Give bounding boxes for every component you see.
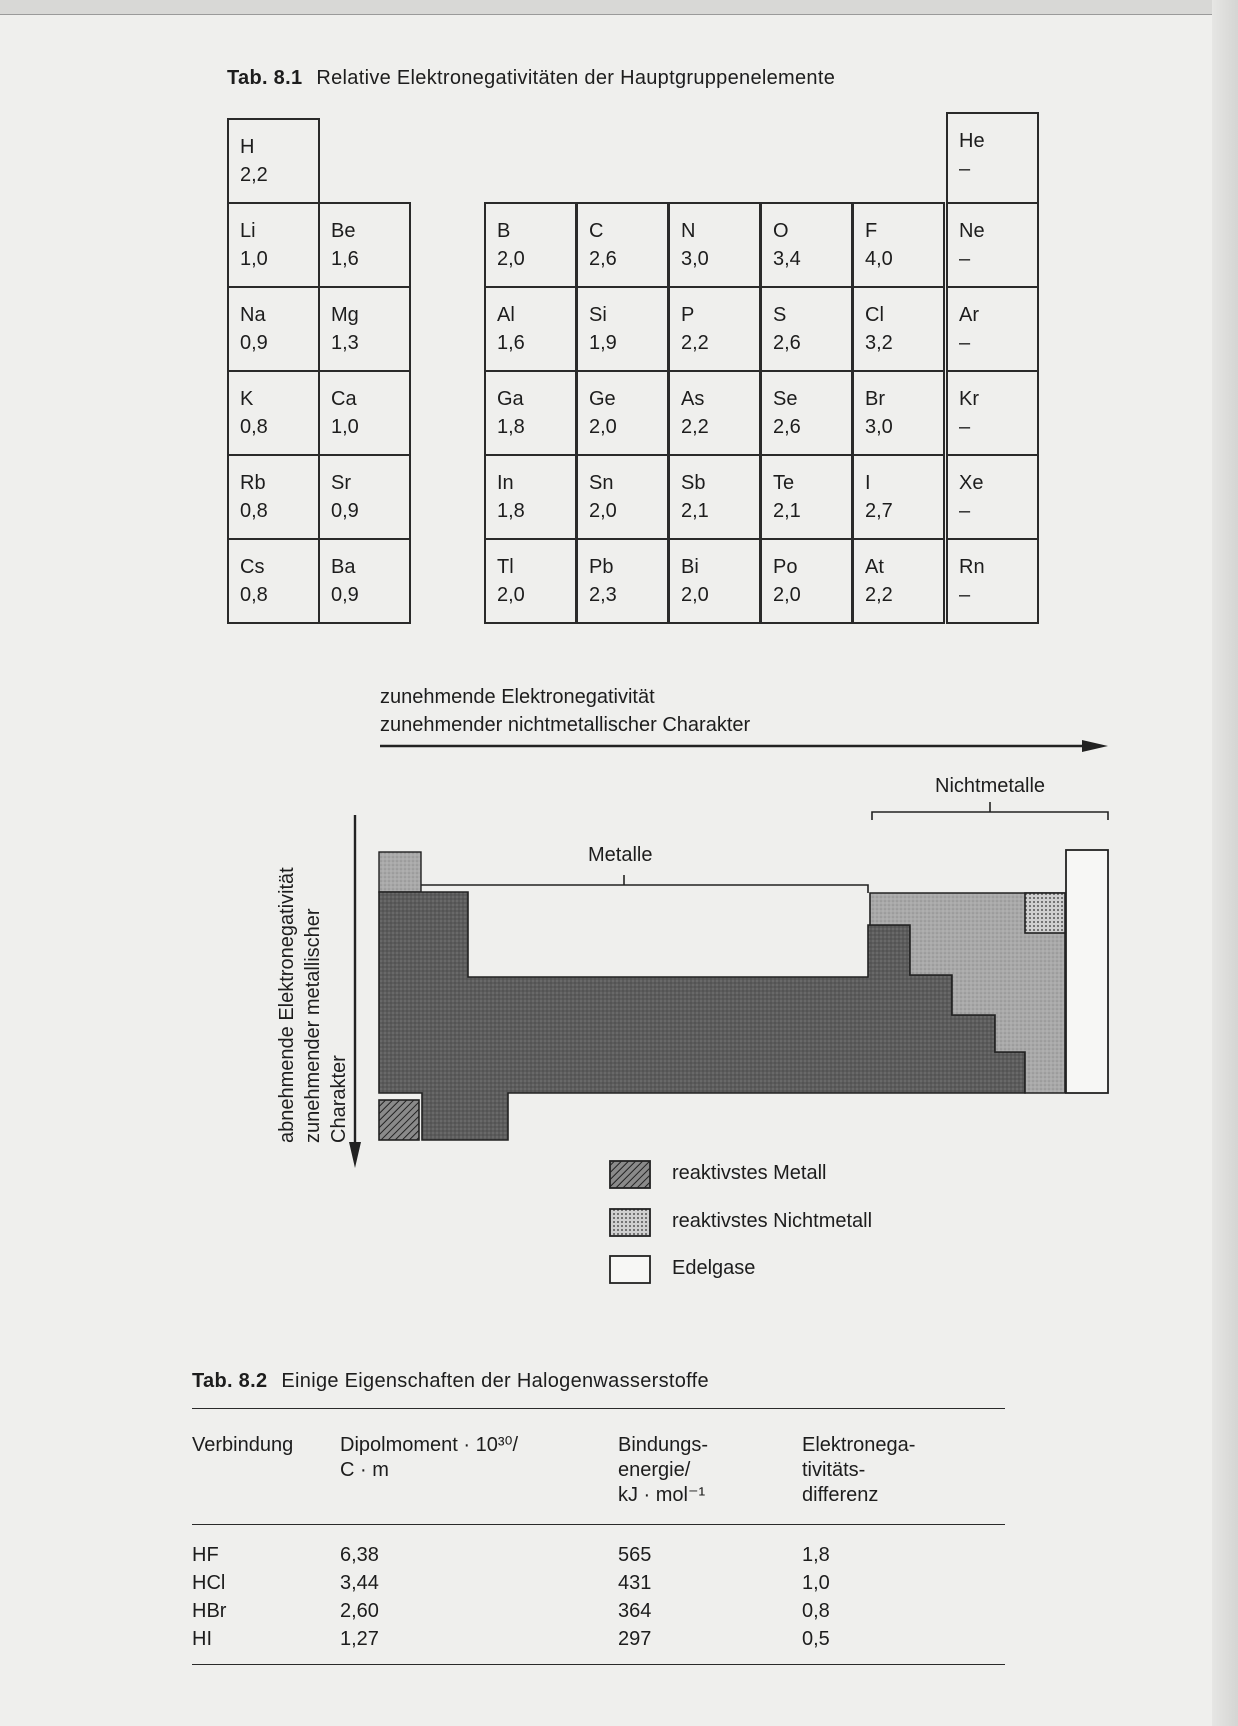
electronegativity-value: 2,0: [589, 416, 617, 438]
header-line: Dipolmoment · 10³⁰/: [340, 1434, 519, 1456]
element-symbol: Br: [865, 388, 885, 410]
electronegativity-value: 2,0: [773, 584, 801, 606]
header-elektronegativitaetsdifferenz: [802, 1433, 915, 1508]
element-symbol: F: [865, 220, 878, 242]
element-symbol: Kr: [959, 388, 979, 410]
element-symbol: Be: [331, 220, 356, 242]
table-cell: HI: [192, 1628, 212, 1650]
header-line: Bindungs-: [618, 1434, 709, 1456]
element-symbol: Rb: [240, 472, 266, 494]
electronegativity-value: –: [959, 584, 971, 606]
legend-reactive-metal: reaktivstes Metall: [672, 1162, 827, 1184]
electronegativity-value: 1,0: [240, 248, 268, 270]
element-symbol: Bi: [681, 556, 699, 578]
element-symbol: Si: [589, 304, 607, 326]
electronegativity-value: 3,2: [865, 332, 893, 354]
noble-gas-column: [1066, 850, 1108, 1093]
electronegativity-value: 1,8: [497, 416, 525, 438]
element-symbol: Cs: [240, 556, 265, 578]
electronegativity-value: 2,2: [681, 416, 709, 438]
electronegativity-value: 2,1: [773, 500, 801, 522]
header-line: C · m: [340, 1459, 389, 1481]
electronegativity-value: 1,6: [497, 332, 525, 354]
tab82-label: Tab. 8.2: [192, 1370, 268, 1392]
table-cell: 6,38: [340, 1544, 379, 1566]
element-symbol: Po: [773, 556, 798, 578]
element-symbol: Na: [240, 304, 266, 326]
element-symbol: Ar: [959, 304, 979, 326]
element-symbol: O: [773, 220, 789, 242]
header-dipolmoment: [340, 1433, 518, 1483]
electronegativity-value: –: [959, 248, 971, 270]
table-cell: 3,44: [340, 1572, 379, 1594]
electronegativity-value: 2,2: [681, 332, 709, 354]
element-symbol: Se: [773, 388, 798, 410]
table-cell: 297: [618, 1628, 652, 1650]
element-symbol: K: [240, 388, 254, 410]
electronegativity-value: 2,1: [681, 500, 709, 522]
header-bindungsenergie: [618, 1433, 708, 1508]
electronegativity-value: 2,0: [497, 248, 525, 270]
element-symbol: Li: [240, 220, 256, 242]
electronegativity-value: 0,8: [240, 584, 268, 606]
table-cell: 0,5: [802, 1628, 830, 1650]
legend-swatch-reactive-metal: [610, 1161, 650, 1188]
tab81-title: Relative Elektronegativitäten der Hauptgruppenelemente: [316, 67, 836, 89]
vertical-arrow-label-1: abnehmende Elektronegativität: [276, 867, 298, 1143]
electronegativity-value: 1,8: [497, 500, 525, 522]
electronegativity-value: –: [959, 416, 971, 438]
element-symbol: He: [959, 130, 985, 152]
element-symbol: Ne: [959, 220, 985, 242]
reactive-nonmetal-block: [1025, 893, 1065, 933]
electronegativity-value: 3,0: [681, 248, 709, 270]
element-symbol: C: [589, 220, 604, 242]
table-cell: HBr: [192, 1600, 227, 1622]
element-symbol: Rn: [959, 556, 985, 578]
electronegativity-value: 0,8: [240, 416, 268, 438]
table-cell: 0,8: [802, 1600, 830, 1622]
element-symbol: Cl: [865, 304, 884, 326]
electronegativity-value: 1,3: [331, 332, 359, 354]
table-cell: 1,0: [802, 1572, 830, 1594]
element-symbol: B: [497, 220, 511, 242]
table-cell: 364: [618, 1600, 652, 1622]
vertical-arrow-label-2: zunehmender metallischer: [302, 908, 324, 1143]
header-verbindung: [192, 1433, 293, 1458]
legend-swatch-noble-gas: [610, 1256, 650, 1283]
element-symbol: Ga: [497, 388, 524, 410]
reactive-metal-block: [379, 1100, 419, 1140]
horizontal-arrow-label-1: zunehmende Elektronegativität: [380, 686, 655, 708]
electronegativity-value: 2,6: [773, 416, 801, 438]
element-symbol: Xe: [959, 472, 984, 494]
legend-noble-gas: Edelgase: [672, 1257, 756, 1279]
header-line: Verbindung: [192, 1434, 294, 1456]
table-cell: 1,8: [802, 1544, 830, 1566]
horizontal-arrow-label-2: zunehmender nichtmetallischer Charakter: [380, 714, 751, 736]
electronegativity-value: 2,7: [865, 500, 893, 522]
table-cell: HCl: [192, 1572, 226, 1594]
electronegativity-value: 3,4: [773, 248, 801, 270]
horizontal-arrow-head: [1082, 740, 1108, 752]
tab82-caption: [192, 1370, 709, 1393]
element-symbol: As: [681, 388, 705, 410]
electronegativity-value: –: [959, 158, 971, 180]
header-line: tivitäts-: [802, 1459, 866, 1481]
header-line: Elektronega-: [802, 1434, 916, 1456]
electronegativity-value: 1,9: [589, 332, 617, 354]
tab81-label: Tab. 8.1: [227, 67, 303, 89]
element-symbol: Pb: [589, 556, 614, 578]
header-line: differenz: [802, 1484, 879, 1506]
element-symbol: Tl: [497, 556, 514, 578]
element-symbol: H: [240, 136, 255, 158]
element-symbol: At: [865, 556, 884, 578]
element-symbol: Ge: [589, 388, 616, 410]
header-line: energie/: [618, 1459, 691, 1481]
electronegativity-value: 4,0: [865, 248, 893, 270]
electronegativity-value: –: [959, 332, 971, 354]
table-cell: 431: [618, 1572, 652, 1594]
electronegativity-value: 2,2: [240, 164, 268, 186]
element-symbol: Ca: [331, 388, 357, 410]
element-symbol: Ba: [331, 556, 356, 578]
tab82-title: Einige Eigenschaften der Halogenwasserstoffe: [281, 1370, 709, 1392]
electronegativity-value: 2,3: [589, 584, 617, 606]
table-cell: 2,60: [340, 1600, 379, 1622]
element-symbol: N: [681, 220, 696, 242]
electronegativity-value: 0,9: [331, 584, 359, 606]
element-symbol: Sr: [331, 472, 351, 494]
nichtmetalle-bracket: [872, 812, 1108, 820]
hydrogen-block: [379, 852, 421, 892]
table-cell: 565: [618, 1544, 652, 1566]
electronegativity-value: 2,0: [497, 584, 525, 606]
electronegativity-value: 1,0: [331, 416, 359, 438]
table-top-rule: [192, 1408, 1005, 1409]
element-symbol: Sb: [681, 472, 706, 494]
electronegativity-value: 2,0: [681, 584, 709, 606]
table-cell: HF: [192, 1544, 219, 1566]
element-symbol: I: [865, 472, 871, 494]
element-symbol: In: [497, 472, 514, 494]
electronegativity-value: 1,6: [331, 248, 359, 270]
electronegativity-value: 0,8: [240, 500, 268, 522]
element-symbol: Mg: [331, 304, 359, 326]
legend-swatch-reactive-nonmetal: [610, 1209, 650, 1236]
vertical-arrow-head: [349, 1142, 361, 1168]
element-symbol: S: [773, 304, 787, 326]
header-line: kJ · mol⁻¹: [618, 1484, 706, 1506]
electronegativity-value: 2,6: [773, 332, 801, 354]
electronegativity-value: 2,0: [589, 500, 617, 522]
element-symbol: Sn: [589, 472, 614, 494]
metalle-label: Metalle: [588, 844, 653, 866]
nichtmetalle-label: Nichtmetalle: [935, 775, 1046, 797]
element-symbol: P: [681, 304, 695, 326]
table-header-rule: [192, 1524, 1005, 1525]
element-symbol: Te: [773, 472, 795, 494]
legend-reactive-nonmetal: reaktivstes Nichtmetall: [672, 1210, 873, 1232]
electronegativity-value: 0,9: [331, 500, 359, 522]
electronegativity-value: 2,2: [865, 584, 893, 606]
vertical-arrow-label-3: Charakter: [328, 1055, 350, 1143]
electronegativity-value: 3,0: [865, 416, 893, 438]
electronegativity-value: 2,6: [589, 248, 617, 270]
electronegativity-value: –: [959, 500, 971, 522]
table-cell: 1,27: [340, 1628, 379, 1650]
element-symbol: Al: [497, 304, 515, 326]
electronegativity-value: 0,9: [240, 332, 268, 354]
table-bottom-rule: [192, 1664, 1005, 1665]
